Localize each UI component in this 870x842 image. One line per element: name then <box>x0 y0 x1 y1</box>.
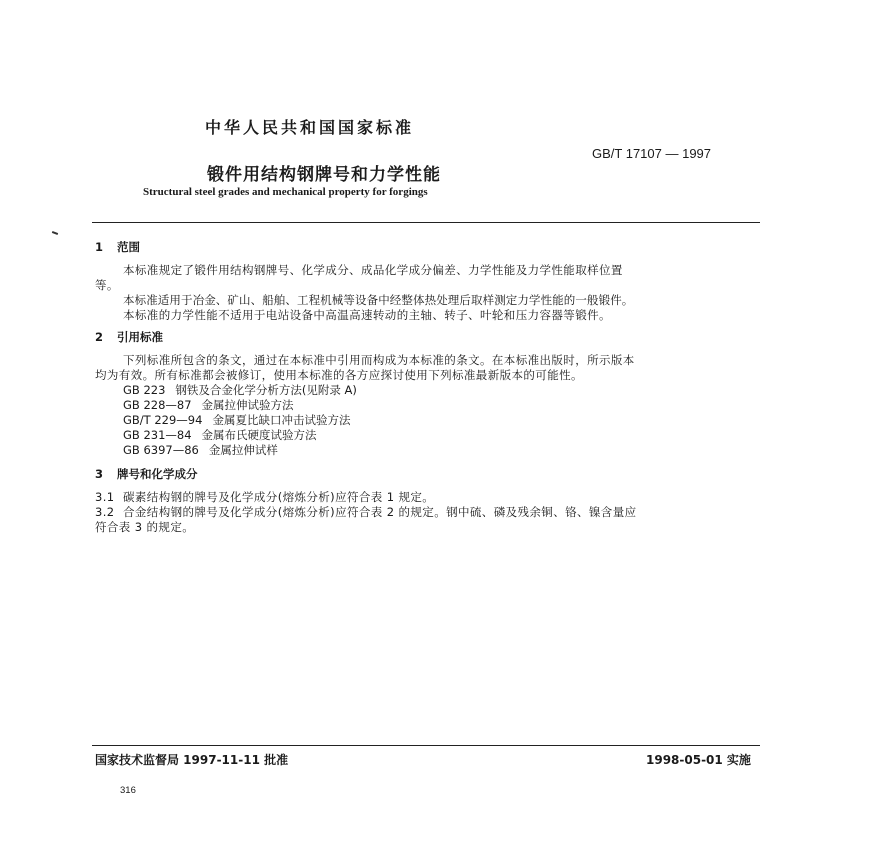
reference-item <box>123 442 278 458</box>
reference-title: 金属夏比缺口冲击试验方法 <box>212 413 351 427</box>
reference-item <box>123 397 294 413</box>
standard-code: GB/T 17107 — 1997 <box>592 146 712 161</box>
reference-item <box>123 427 317 443</box>
section-title: 引用标准 <box>117 330 163 344</box>
section-number: 1 <box>95 240 104 254</box>
paragraph-continuation: 均为有效。所有标准都会被修订，使用本标准的各方应探讨使用下列标准最新版本的可能性。 <box>95 368 583 382</box>
reference-code: GB 228—87 <box>123 398 192 412</box>
scan-mark <box>52 231 58 235</box>
reference-title: 金属拉伸试样 <box>208 443 278 457</box>
clause-continuation: 符合表 3 的规定。 <box>95 520 195 534</box>
paragraph-continuation: 等。 <box>95 278 119 292</box>
approval-date: 国家技术监督局 1997-11-11 批准 <box>95 753 289 767</box>
reference-item <box>123 382 357 398</box>
reference-title: 金属拉伸试验方法 <box>201 398 294 412</box>
clause-number: 3.2 <box>95 505 115 519</box>
reference-item <box>123 412 350 428</box>
section-2-heading <box>95 329 163 345</box>
header-rule <box>92 222 760 223</box>
effective-date: 1998-05-01 实施 <box>646 753 751 767</box>
reference-code: GB 6397—86 <box>123 443 199 457</box>
paragraph: 下列标准所包含的条文，通过在本标准中引用而构成为本标准的条文。在本标准出版时，所示版本 <box>123 353 635 367</box>
section-title: 牌号和化学成分 <box>117 467 198 481</box>
document-title: 锻件用结构钢牌号和力学性能 <box>207 165 441 185</box>
clause-text: 碳素结构钢的牌号及化学成分(熔炼分析)应符合表 1 规定。 <box>123 490 435 504</box>
reference-title: 钢铁及合金化学分析方法(见附录 A) <box>175 383 357 397</box>
reference-code: GB 223 <box>123 383 166 397</box>
footer-rule <box>92 745 760 746</box>
reference-title: 金属布氏硬度试验方法 <box>201 428 317 442</box>
clause-3-2 <box>95 504 637 520</box>
section-3-heading <box>95 466 198 482</box>
page-number: 316 <box>120 785 136 796</box>
clause-number: 3.1 <box>95 490 115 504</box>
document-title-english: Structural steel grades and mechanical property for forgings <box>143 186 428 198</box>
reference-code: GB 231—84 <box>123 428 192 442</box>
section-title: 范围 <box>117 240 140 254</box>
clause-text: 合金结构钢的牌号及化学成分(熔炼分析)应符合表 2 的规定。钢中硫、磷及残余铜、铬、镍含量应 <box>123 505 637 519</box>
clause-3-1 <box>95 489 434 505</box>
national-standard-heading: 中华人民共和国国家标准 <box>205 118 415 137</box>
section-number: 2 <box>95 330 104 344</box>
paragraph: 本标准规定了锻件用结构钢牌号、化学成分、成品化学成分偏差、力学性能及力学性能取样位置 <box>123 263 623 277</box>
section-1-heading <box>95 239 140 255</box>
paragraph: 本标准适用于冶金、矿山、船舶、工程机械等设备中经整体热处理后取样测定力学性能的一般锻件。 <box>123 293 634 307</box>
section-number: 3 <box>95 467 104 481</box>
paragraph: 本标准的力学性能不适用于电站设备中高温高速转动的主轴、转子、叶轮和压力容器等锻件。 <box>123 308 611 322</box>
reference-code: GB/T 229—94 <box>123 413 203 427</box>
